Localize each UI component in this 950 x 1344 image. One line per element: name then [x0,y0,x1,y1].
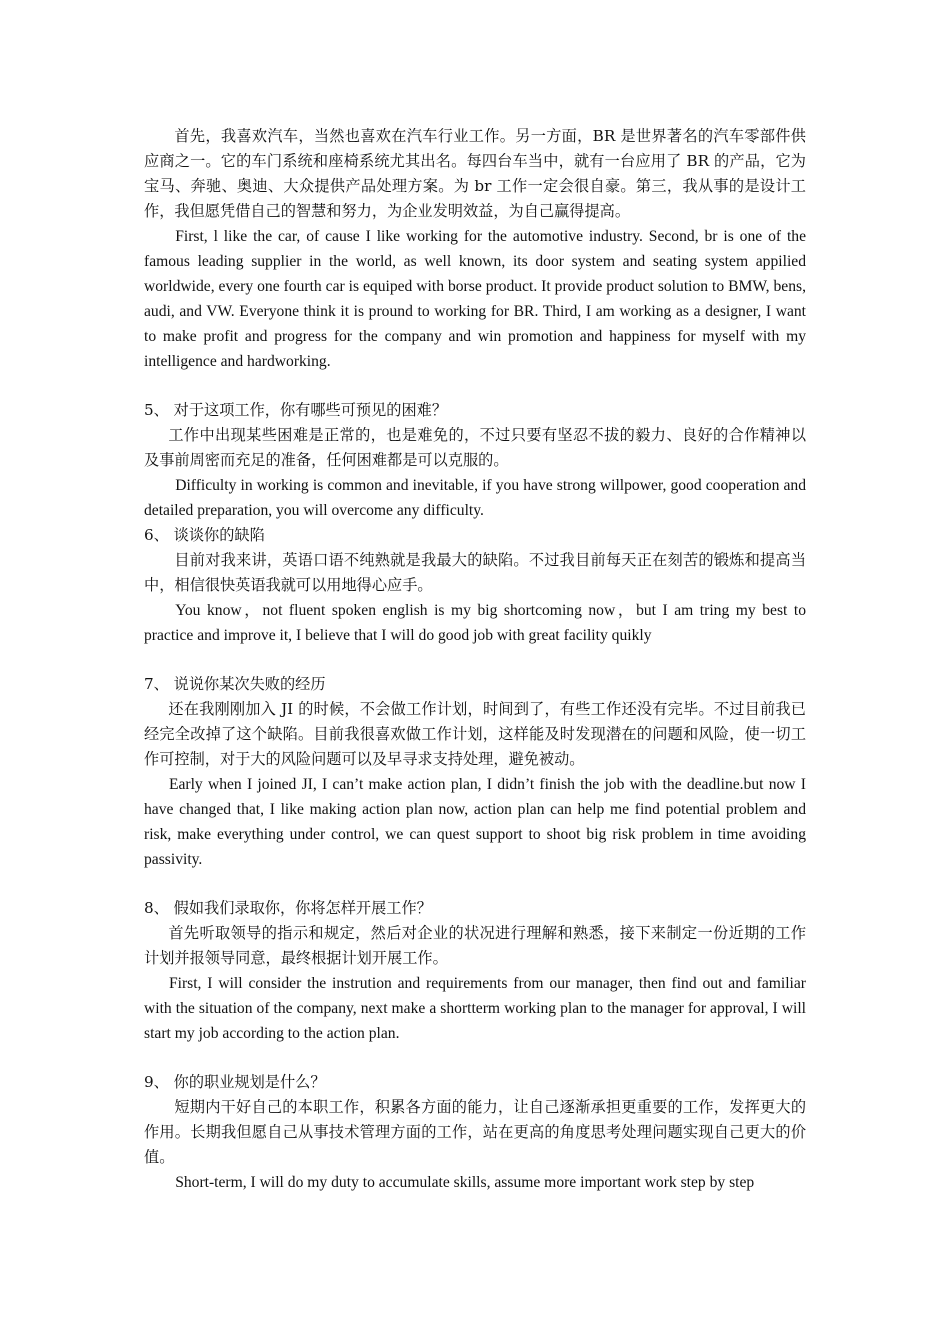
spacer [144,648,806,672]
answer-5-en-paragraph: Difficulty in working is common and inevitable, if you have strong willpower, good cooperation and detailed preparation, you will overcome any difficulty. [144,477,806,519]
document-page [144,124,806,1195]
question-7-heading: 7、 说说你某次失败的经历 [144,675,326,693]
answer-9-zh-paragraph: 短期内干好自己的本职工作，积累各方面的能力，让自己逐渐承担更重要的工作，发挥更大的作用。长期我但愿自己从事技术管理方面的工作，站在更高的角度思考处理问题实现自己更大的价值。 [144,1098,806,1166]
question-6-heading: 6、 谈谈你的缺陷 [144,526,265,544]
intro-zh-paragraph: 首先，我喜欢汽车，当然也喜欢在汽车行业工作。另一方面，BR 是世界著名的汽车零部件供应商之一。它的车门系统和座椅系统尤其出名。每四台车当中，就有一台应用了 BR 的产品，它为宝马、奔驰、奥迪、大众提供产品处理方案。为 br 工作一定会很自豪。第三，我从事的是设计工作，我但愿凭借自己的智慧和努力，为企业发明效益，为自己赢得提高。 [144,127,806,220]
spacer [144,1046,806,1070]
question-8-heading: 8、 假如我们录取你，你将怎样开展工作？ [144,899,432,917]
question-9-heading: 9、 你的职业规划是什么？ [144,1073,326,1091]
answer-6-zh-paragraph: 目前对我来讲，英语口语不纯熟就是我最大的缺陷。不过我目前每天正在刻苦的锻炼和提高当中，相信很快英语我就可以用地得心应手。 [144,551,806,594]
intro-en-paragraph: First, l like the car, of cause I like working for the automotive industry. Second, br is one of the famous leading supplier in the world, as well known, its door system and seating system appilied worldwide, every one fourth car is equiped with borse product. It provide product solution to BMW, bens, audi, and VW. Everyone think it is pround to working for BR. Third, I am working as a designer, I want to make profit and progress for the company and win promotion and happiness for myself with my intelligence and hardworking. [144,228,806,370]
answer-7-en-paragraph: Early when I joined JI, I can’t make action plan, I didn’t finish the job with the deadline.but now I have changed that, I like making action plan now, action plan can help me find potential problem and risk, make everything under control, we can quest support to shoot big risk problem in time avoiding passivity. [144,776,806,868]
answer-5-zh-paragraph: 工作中出现某些困难是正常的，也是难免的，不过只要有坚忍不拔的毅力、良好的合作精神以及事前周密而充足的准备，任何困难都是可以克服的。 [144,426,806,469]
spacer [144,374,806,398]
question-5-heading: 5、 对于这项工作，你有哪些可预见的困难？ [144,401,448,419]
answer-8-en-paragraph: First, I will consider the instrution and requirements from our manager, then find out and familiar with the situation of the company, next make a shortterm working plan to the manager for approval, I will start my job according to the action plan. [144,975,806,1042]
answer-8-zh-paragraph: 首先听取领导的指示和规定，然后对企业的状况进行理解和熟悉，接下来制定一份近期的工作计划并报领导同意，最终根据计划开展工作。 [144,924,806,967]
answer-9-en-paragraph: Short-term, I will do my duty to accumulate skills, assume more important work step by step [175,1174,755,1191]
answer-7-zh-paragraph: 还在我刚刚加入 JI 的时候，不会做工作计划，时间到了，有些工作还没有完毕。不过目前我已经完全改掉了这个缺陷。目前我很喜欢做工作计划，这样能及时发现潜在的问题和风险，使一切工作可控制，对于大的风险问题可以及早寻求支持处理，避免被动。 [144,700,806,768]
answer-6-en-paragraph: You know，not fluent spoken english is my big shortcoming now，but I am tring my best to practice and improve it, I believe that I will do good job with great facility quikly [144,602,806,644]
spacer [144,872,806,896]
